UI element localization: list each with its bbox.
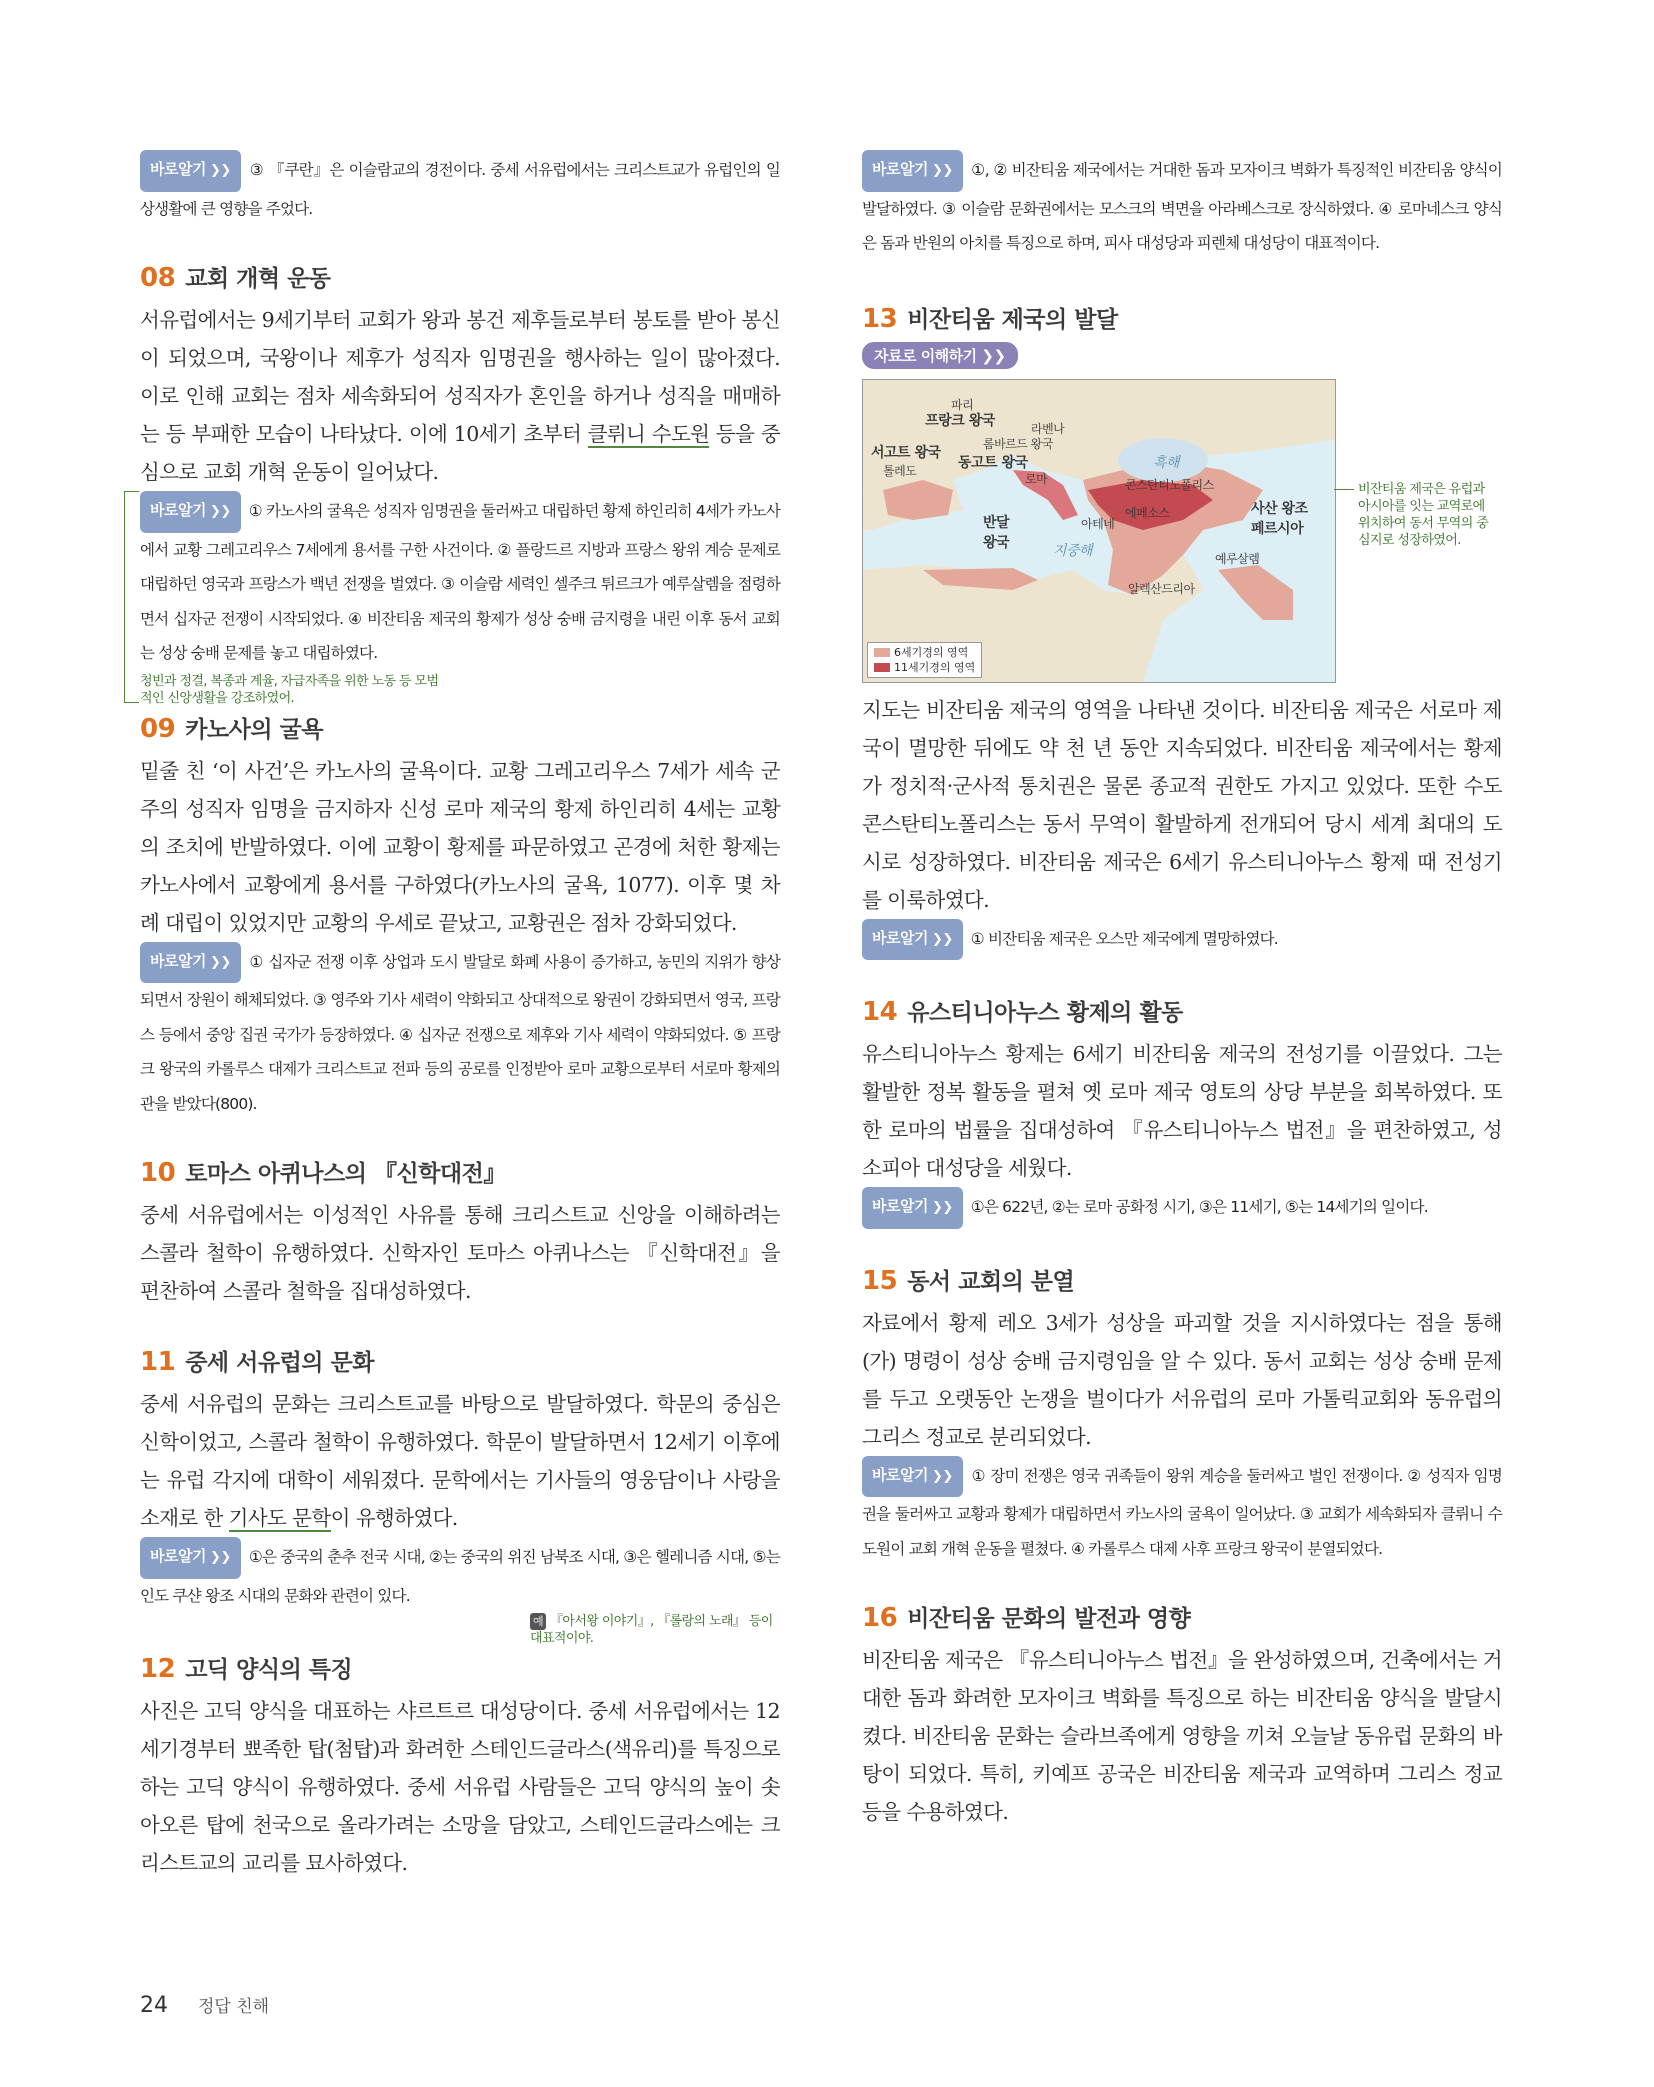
section-body: 자료에서 황제 레오 3세가 성상을 파괴할 것을 지시하였다는 점을 통해 (가) 명령이 성상 숭배 금지령임을 알 수 있다. 동서 교회는 성상 숭배 문제를 두고 오랫동안 논쟁을 벌이다가 서유럽의 로마 가톨릭교회와 동유럽의 그리스 정교로 분리되었다. (862, 1310, 1502, 1449)
section-08 (140, 260, 780, 707)
section-heading: 09 카노사의 굴욕 (140, 713, 324, 744)
double-chevron-icon: ❯❯ (931, 1200, 953, 1215)
annotation-bracket (124, 491, 139, 703)
section-heading: 13 비잔티움 제국의 발달 (862, 303, 1118, 334)
page-number: 24 (140, 1993, 168, 2018)
map-label-constantinople: 콘스탄티노폴리스 (1125, 477, 1214, 492)
section-heading: 08 교회 개혁 운동 (140, 263, 331, 293)
section-body: 밑줄 친 ‘이 사건’은 카노사의 굴욕이다. 교황 그레고리우스 7세가 세속 군주의 성직자 임명을 금지하자 신성 로마 제국의 황제 하인리히 4세는 교황의 조치에 반발하였다. 이에 교황이 황제를 파문하였고 곤경에 처한 황제는 카노사에서 교황에게 용서를 구하였다(카노사의 굴욕, 1077). 이후 몇 차례 대립이 있었지만 교황의 우세로 끝났고, 교황권은 점차 강화되었다. (140, 758, 780, 935)
section-09 (140, 711, 780, 1122)
map-label-ephesus: 에페소스 (1125, 505, 1170, 520)
correction-badge: 바로알기 ❯❯ (140, 150, 241, 192)
note-09: 바로알기 ❯❯ ① 십자군 전쟁 이후 상업과 도시 발달로 화폐 사용이 증가하고, 농민의 지위가 향상되면서 장원이 해체되었다. ③ 영주와 기사 세력이 약화되고 상대적으로 왕권이 강화되면서 영국, 프랑스 등에서 중앙 집권 국가가 등장하였다. ④ 십자군 전쟁으로 제후와 기사 세력이 약화되었다. ⑤ 프랑크 왕국의 카롤루스 대제가 크리스트교 전파 등의 공로를 인정받아 로마 교황으로부터 서로마 황제의 관을 받았다(800). (140, 942, 780, 1122)
map-label-jerusalem: 예루살렘 (1215, 551, 1260, 566)
note-13: 바로알기 ❯❯ ① 비잔티움 제국은 오스만 제국에게 멸망하였다. (862, 919, 1502, 961)
section-14 (862, 994, 1502, 1229)
note-08: 바로알기 ❯❯ ① 카노사의 굴욕은 성직자 임명권을 둘러싸고 대립하던 황제 하인리히 4세가 카노사에서 교황 그레고리우스 7세에게 용서를 구한 사건이다. ② 플랑드르 지방과 프랑스 왕위 계승 문제로 대립하던 영국과 프랑스가 백년 전쟁을 벌였다. ③ 이슬람 세력인 셀주크 튀르크가 예루살렘을 점령하면서 십자군 전쟁이 시작되었다. ④ 비잔티움 제국의 황제가 성상 숭배 금지령을 내린 이후 동서 교회는 성상 숭배 문제를 놓고 대립하였다. (140, 491, 780, 671)
side-annotation: 예 『아서왕 이야기』, 『롤랑의 노래』 등이 대표적이야. (530, 1614, 773, 1646)
map-label-black-sea: 흑해 (1153, 454, 1180, 471)
map-label-mediterranean: 지중해 (1053, 542, 1093, 559)
double-chevron-icon: ❯❯ (209, 163, 231, 178)
note-top-left: 바로알기 ❯❯ ③ 『쿠란』은 이슬람교의 경전이다. 중세 서유럽에서는 크리스트교가 유럽인의 일상생활에 큰 영향을 주었다. (140, 150, 780, 226)
side-annotation: 비잔티움 제국은 유럽과 아시아를 잇는 교역로에 위치하여 동서 무역의 중심지로 성장하였어. (1358, 481, 1489, 548)
annotation-line (1334, 489, 1354, 490)
map-label-athens: 아테네 (1081, 516, 1115, 531)
section-heading: 10 토마스 아퀴나스의 『신학대전』 (140, 1158, 506, 1188)
map-legend (867, 642, 982, 678)
legend-item: 11세기경의 영역 (874, 660, 975, 675)
section-16 (862, 1600, 1502, 1831)
map-label-frank: 프랑크 왕국 (925, 412, 995, 429)
section-body: 서유럽에서는 9세기부터 교회가 왕과 봉건 제후들로부터 봉토를 받아 봉신이 되었으며, 국왕이나 제후가 성직자 임명권을 행사하는 일이 많아졌다. 이로 인해 교회는 점차 세속화되어 성직자가 혼인을 하거나 성직을 매매하는 등 부패한 모습이 나타났다. 이에 10세기 초부터 클뤼니 수도원 등을 중심으로 교회 개혁 운동이 일어났다. (140, 308, 780, 484)
left-column (140, 150, 780, 1882)
map-label-paris: 파리 (951, 397, 974, 412)
right-column (862, 150, 1502, 1831)
section-body: 지도는 비잔티움 제국의 영역을 나타낸 것이다. 비잔티움 제국은 서로마 제국이 멸망한 뒤에도 약 천 년 동안 지속되었다. 비잔티움 제국에서는 황제가 정치적·군사적 통치권은 물론 종교적 권한도 가지고 있었다. 또한 수도 콘스탄티노폴리스는 동서 무역이 활발하게 전개되어 당시 세계 최대의 도시로 성장하였다. 비잔티움 제국은 6세기 유스티니아누스 황제 때 전성기를 이룩하였다. (862, 697, 1502, 912)
map-label-visigoth: 서고트 왕국 (871, 444, 941, 461)
byzantine-map (862, 379, 1336, 683)
example-tag: 예 (530, 1613, 546, 1630)
map-label-toledo: 톨레도 (883, 463, 917, 478)
section-heading: 11 중세 서유럽의 문화 (140, 1347, 374, 1377)
map-label-rome: 로마 (1025, 471, 1048, 486)
section-10 (140, 1155, 780, 1310)
section-heading: 16 비잔티움 문화의 발전과 영향 (862, 1603, 1191, 1633)
correction-badge: 바로알기 ❯❯ (862, 1456, 963, 1498)
double-chevron-icon: ❯❯ (209, 504, 231, 519)
section-heading: 14 유스티니아누스 황제의 활동 (862, 997, 1183, 1027)
northern-land (863, 380, 1335, 490)
correction-badge: 바로알기 ❯❯ (140, 942, 241, 984)
section-13 (862, 301, 1502, 961)
note-top-right: 바로알기 ❯❯ ①, ② 비잔티움 제국에서는 거대한 돔과 모자이크 벽화가 특징적인 비잔티움 양식이 발달하였다. ③ 이슬람 문화권에서는 모스크의 벽면을 아라베스크로 장식하였다. ④ 로마네스크 양식은 돔과 반원의 아치를 특징으로 하며, 피사 대성당과 피렌체 대성당이 대표적이다. (862, 150, 1502, 261)
correction-badge: 바로알기 ❯❯ (140, 1537, 241, 1579)
legend-item: 6세기경의 영역 (874, 645, 975, 660)
map-figure (862, 379, 1502, 691)
section-11 (140, 1344, 780, 1647)
section-body: 비잔티움 제국은 『유스티니아누스 법전』을 완성하였으며, 건축에서는 거대한 돔과 화려한 모자이크 벽화를 특징으로 하는 비잔티움 양식을 발달시켰다. 비잔티움 문화는 슬라브족에게 영향을 끼쳐 오늘날 동유럽 문화의 바탕이 되었다. 특히, 키예프 공국은 비잔티움 제국과 교역하며 그리스 정교 등을 수용하였다. (862, 1648, 1502, 1824)
section-body: 유스티니아누스 황제는 6세기 비잔티움 제국의 전성기를 이끌었다. 그는 활발한 정복 활동을 펼쳐 옛 로마 제국 영토의 상당 부분을 회복하였다. 또한 로마의 법률을 집대성하여 『유스티니아누스 법전』을 편찬하였고, 성 소피아 대성당을 세웠다. (862, 1042, 1502, 1180)
correction-badge: 바로알기 ❯❯ (140, 491, 241, 533)
underlined-term: 클뤼니 수도원 (587, 422, 710, 446)
section-body: 사진은 고딕 양식을 대표하는 샤르트르 대성당이다. 중세 서유럽에서는 12세기경부터 뾰족한 탑(첨탑)과 화려한 스테인드글라스(색유리)를 특징으로 하는 고딕 양식이 유행하였다. 중세 서유럽 사람들은 고딕 양식의 높이 솟아오른 탑에 천국으로 올라가려는 소망을 담았고, 스테인드글라스에는 크리스트교의 교리를 묘사하였다. (140, 1699, 780, 1875)
section-12 (140, 1651, 780, 1882)
double-chevron-icon: ❯❯ (209, 1550, 231, 1565)
side-annotation: 청빈과 정결, 복종과 계율, 자급자족을 위한 노동 등 모범적인 신앙생활을 강조하였어. (140, 673, 439, 706)
section-heading: 12 고딕 양식의 특징 (140, 1654, 353, 1684)
section-15 (862, 1263, 1502, 1567)
legend-swatch (874, 663, 890, 672)
underlined-term: 기사도 문학 (228, 1506, 331, 1530)
correction-badge: 바로알기 ❯❯ (862, 919, 963, 961)
section-heading: 15 동서 교회의 분열 (862, 1265, 1075, 1296)
map-label-sassanid: 사산 왕조 페르시아 (1251, 500, 1308, 537)
map-label-lombard: 롬바르드 왕국 (983, 436, 1053, 451)
correction-badge: 바로알기 ❯❯ (862, 150, 963, 192)
map-label-ostrogoth: 동고트 왕국 (958, 454, 1028, 471)
map-label-ravenna: 라벤나 (1031, 421, 1065, 436)
double-chevron-icon: ❯❯ (931, 163, 953, 178)
page-footer (140, 1992, 269, 2018)
map-label-alexandria: 알렉산드리아 (1128, 581, 1195, 596)
double-chevron-icon: ❯❯ (931, 931, 953, 947)
data-badge: 자료로 이해하기 ❯❯ (862, 342, 1018, 369)
double-chevron-icon: ❯❯ (931, 1468, 953, 1484)
correction-badge: 바로알기 ❯❯ (862, 1187, 963, 1229)
section-body: 중세 서유럽의 문화는 크리스트교를 바탕으로 발달하였다. 학문의 중심은 신학이었고, 스콜라 철학이 유행하였다. 학문이 발달하면서 12세기 이후에는 유럽 각지에 대학이 세워졌다. 문학에서는 기사들의 영웅담이나 사랑을 소재로 한 기사도 문학이 유행하였다. (140, 1392, 780, 1530)
note-14: 바로알기 ❯❯ ①은 622년, ②는 로마 공화정 시기, ③은 11세기, ⑤는 14세기의 일이다. (862, 1187, 1502, 1229)
double-chevron-icon: ❯❯ (209, 954, 231, 970)
territory-6c-persia-border (1218, 565, 1293, 620)
section-body: 중세 서유럽에서는 이성적인 사유를 통해 크리스트교 신앙을 이해하려는 스콜라 철학이 유행하였다. 신학자인 토마스 아퀴나스는 『신학대전』을 편찬하여 스콜라 철학을 집대성하였다. (140, 1203, 780, 1303)
legend-swatch (874, 648, 890, 657)
map-label-vandal: 반달 왕국 (983, 514, 1010, 551)
footer-label: 정답 친해 (198, 1997, 270, 2017)
note-15: 바로알기 ❯❯ ① 장미 전쟁은 영국 귀족들이 왕위 계승을 둘러싸고 벌인 전쟁이다. ② 성직자 임명권을 둘러싸고 교황과 황제가 대립하면서 카노사의 굴욕이 일어났다. ③ 교회가 세속화되자 클뤼니 수도원이 교회 개혁 운동을 펼쳤다. ④ 카롤루스 대제 사후 프랑크 왕국이 분열되었다. (862, 1456, 1502, 1567)
note-11: 바로알기 ❯❯ ①은 중국의 춘추 전국 시대, ②는 중국의 위진 남북조 시대, ③은 헬레니즘 시대, ⑤는 인도 쿠샨 왕조 시대의 문화와 관련이 있다. (140, 1537, 780, 1613)
